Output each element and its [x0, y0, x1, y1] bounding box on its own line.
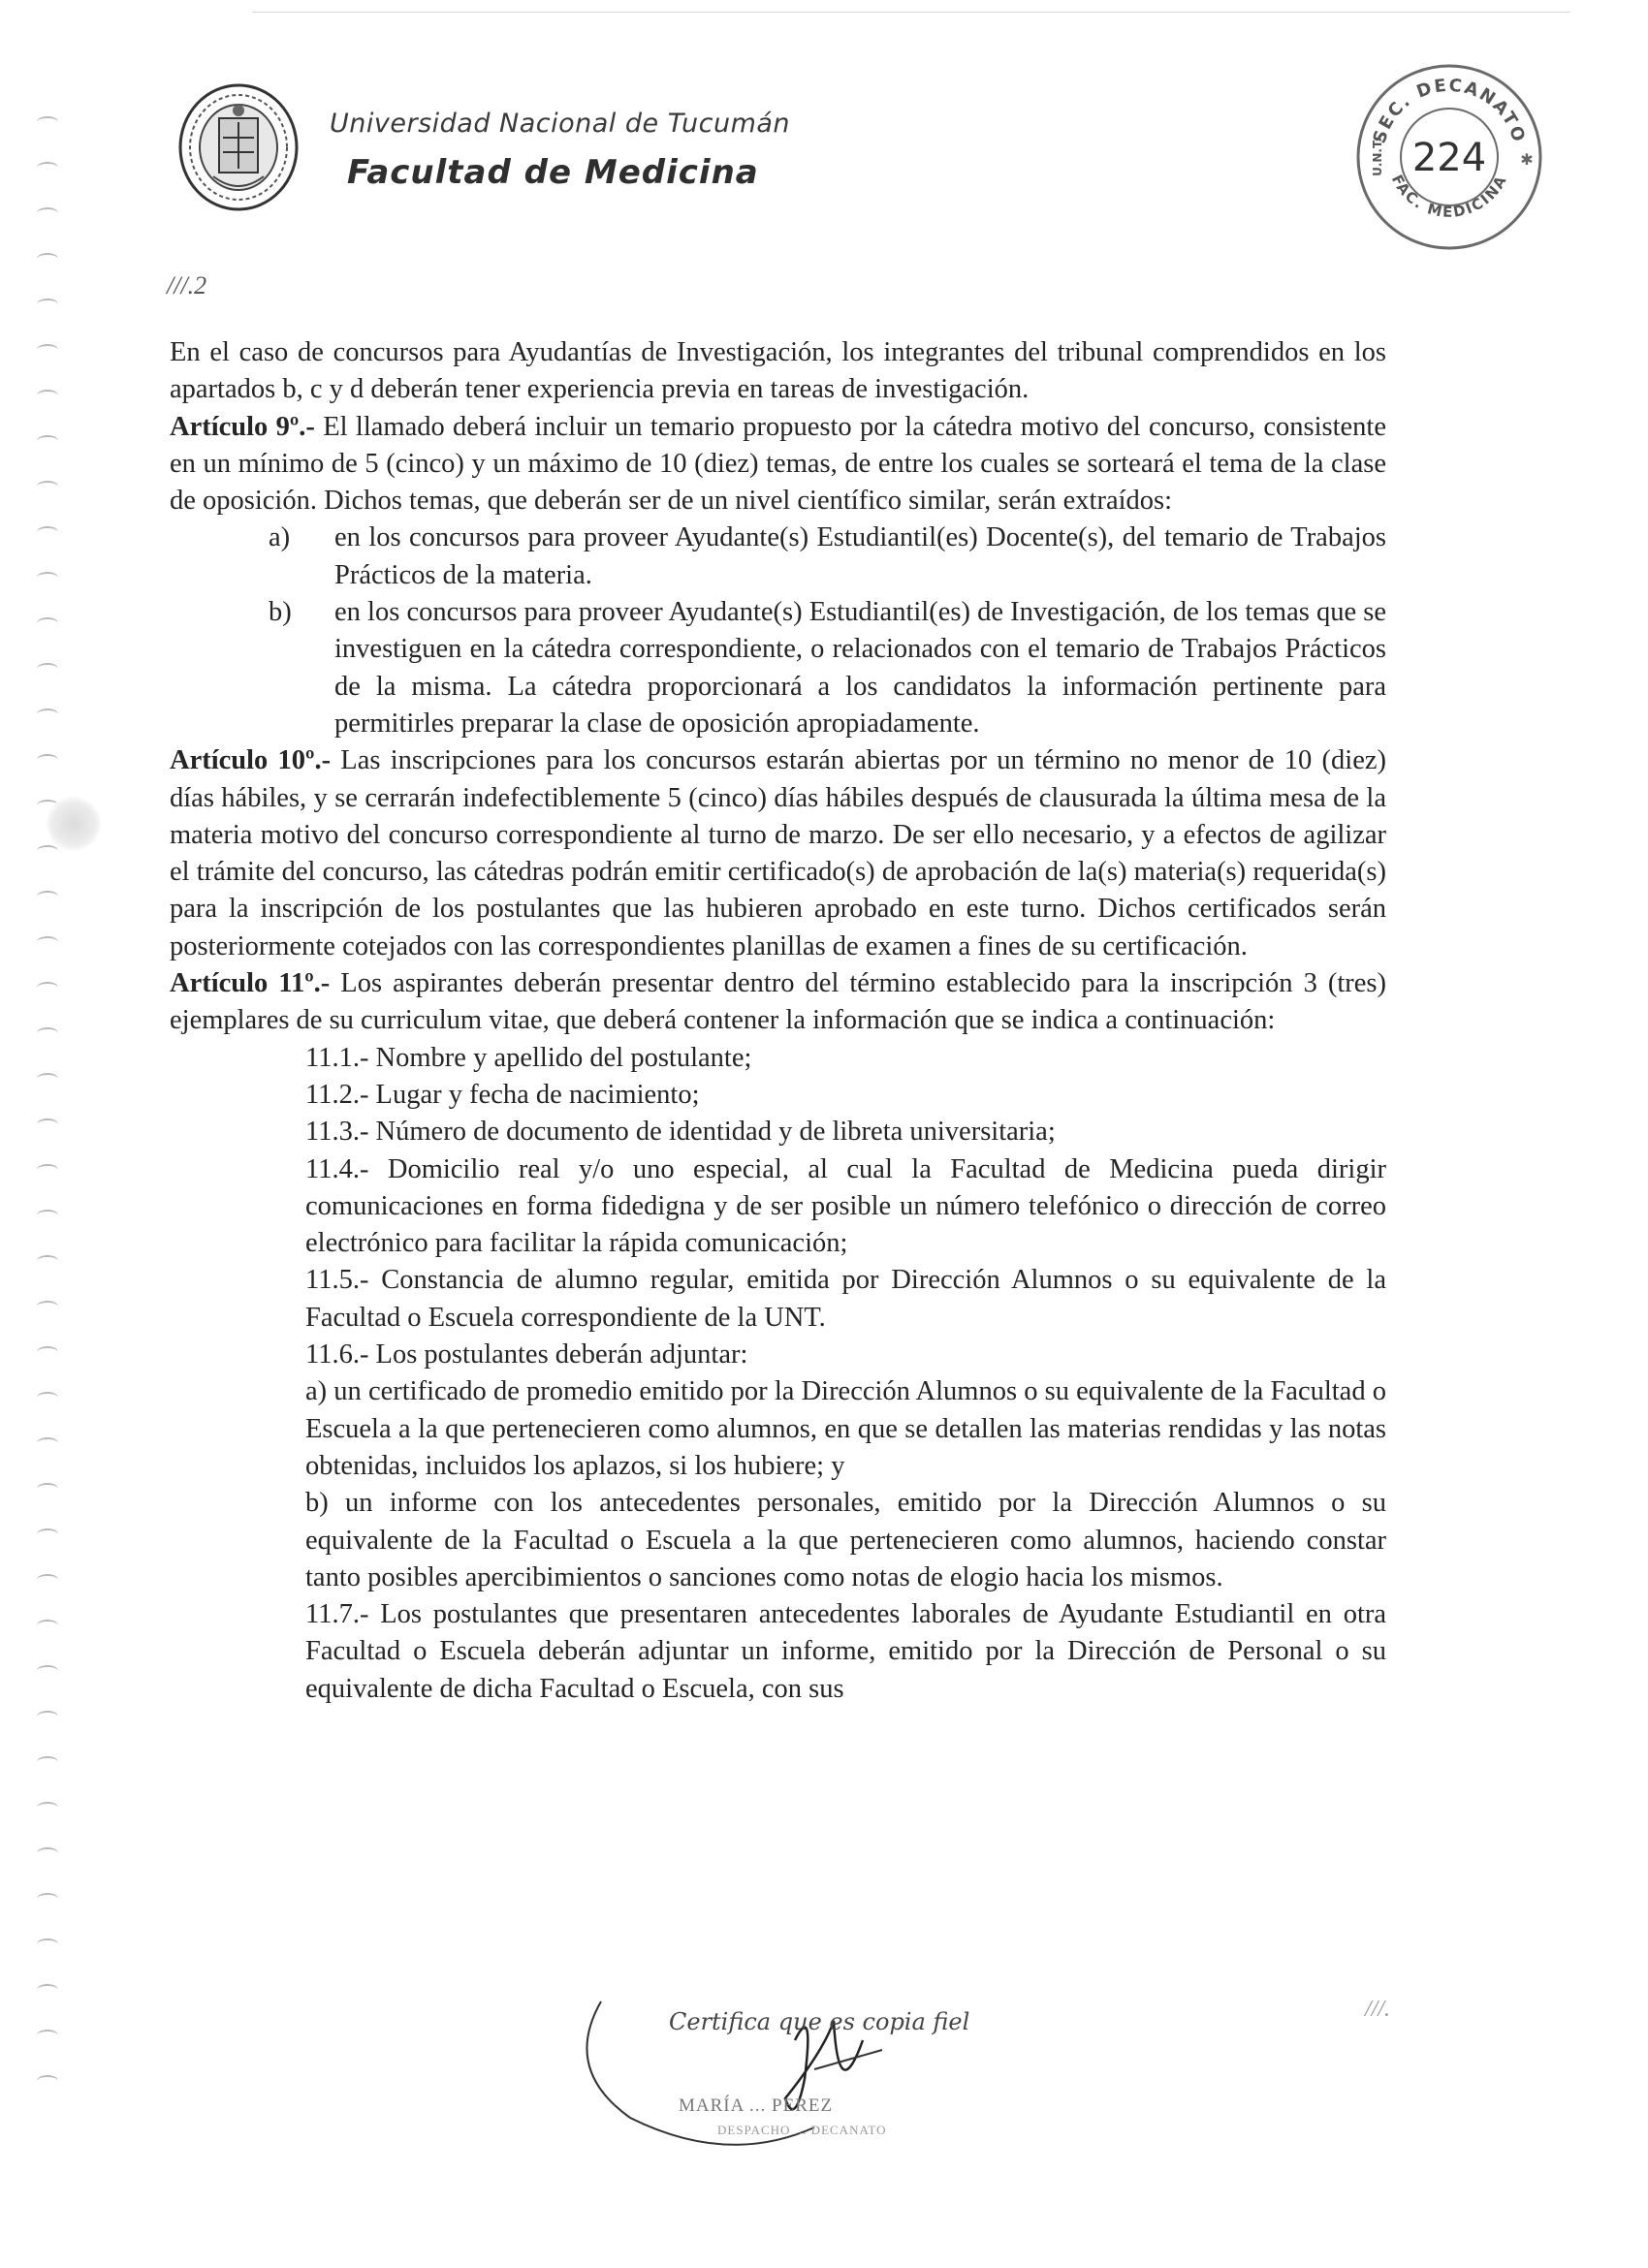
item-11-6: 11.6.- Los postulantes deberán adjuntar: [305, 1339, 748, 1370]
item-11-5: 11.5.- Constancia de alumno regular, emitida por Dirección Alumnos o su equivalente de la Facultad o Escuela correspondiente de la UNT. [305, 1265, 1386, 1333]
continuation-mark: ///. [1365, 1997, 1391, 2022]
punch-hole [47, 797, 101, 851]
university-name: Universidad Nacional de Tucumán [330, 109, 791, 139]
faculty-name: Facultad de Medicina [347, 153, 759, 192]
article-9-text: El llamado deberá incluir un temario propuesto por la cátedra motivo del concurso, consistente en un mínimo de 5 (cinco) y un máximo de 10 (diez) temas, de entre los cuales se sorteará el tema de la clase de oposición. Dichos temas, que deberán ser de un nivel científico similar, serán extraídos: [170, 411, 1386, 517]
list-item-text: en los concursos para proveer Ayudante(s) Estudiantil(es) Docente(s), del temario de Trabajos Prácticos de la materia. [334, 522, 1386, 590]
top-rule [252, 12, 1570, 13]
list-marker: b) [269, 597, 292, 628]
article-9-heading: Artículo 9º.- [170, 411, 315, 442]
page-reference: ///.2 [167, 271, 207, 299]
article-11-heading: Artículo 11º.- [170, 968, 331, 999]
item-11-7: 11.7.- Los postulantes que presentaren antecedentes laborales de Ayudante Estudiantil en otra Facultad o Escuela deberán adjuntar un informe, emitido por la Dirección de Personal o su equivalente de dicha Facultad o Escuela, con sus [305, 1599, 1386, 1704]
intro-paragraph: En el caso de concursos para Ayudantías de Investigación, los integrantes del tribunal comprendidos en los apartados b, c y d deberán tener experiencia previa en tareas de investigación. [170, 337, 1386, 405]
article-9-item-b [170, 594, 1386, 742]
article-10 [170, 742, 1386, 965]
article-11 [170, 965, 1386, 1040]
article-9 [170, 409, 1386, 520]
item-11-3: 11.3.- Número de documento de identidad y de libreta universitaria; [305, 1117, 1056, 1148]
binder-holes [37, 116, 66, 2171]
item-11-6-b: b) un informe con los antecedentes personales, emitido por la Dirección Alumnos o su equivalente de la Facultad o Escuela a la que pertenecieren como alumnos, haciendo constar tanto posibles apercibimientos o sanciones como notas de elogio hacia los mismos. [305, 1488, 1386, 1592]
stamp-bottom-text: FAC. MEDICINA [1387, 172, 1511, 221]
item-11-6-a: a) un certificado de promedio emitido por la Dirección Alumnos o su equivalente de la Facultad o Escuela a la que pertenecieren como alumnos, en que se detallen las materias rendidas y las notas obtenidas, incluidos los aplazos, si los hubiere; y [305, 1376, 1386, 1481]
document-body [170, 334, 1386, 1708]
stamp-left-text: U.N.T. [1371, 138, 1384, 176]
item-11-4: 11.4.- Domicilio real y/o uno especial, al cual la Facultad de Medicina pueda dirigir comunicaciones en forma fidedigna y de ser posible un número telefónico o dirección de correo electrónico para facilitar la rápida comunicación; [305, 1153, 1386, 1259]
article-10-heading: Artículo 10º.- [170, 745, 332, 776]
item-11-2: 11.2.- Lugar y fecha de nacimiento; [305, 1079, 700, 1110]
stamp-number: 224 [1411, 136, 1487, 180]
article-9-item-a [170, 520, 1386, 594]
certification-text: Certifica que es copia fiel [669, 2008, 970, 2035]
signer-role: DESPACHO ... DECANATO [717, 2123, 887, 2137]
secretary-stamp [1352, 60, 1546, 254]
stamp-top-text: SEC. DECANATO [1369, 75, 1530, 146]
signer-name: MARÍA ... PEREZ [679, 2095, 834, 2116]
item-11-1: 11.1.- Nombre y apellido del postulante; [305, 1042, 752, 1073]
list-marker: a) [269, 522, 291, 553]
article-10-text: Las inscripciones para los concursos estarán abiertas por un término no menor de 10 (diez) días hábiles, y se cerrarán indefectiblemente 5 (cinco) días hábiles después de clausurada la última mesa de la materia motivo del concurso correspondiente al turno de marzo. De ser ello necesario, y a efectos de agilizar el trámite del concurso, las cátedras podrán emitir certificado(s) de aprobación de la(s) materia(s) requerida(s) para la inscripción de los postulantes que las hubieren aprobado en este turno. Dichos certificados serán posteriormente cotejados con las correspondientes planillas de examen a fines de su certificación. [170, 745, 1386, 961]
list-item-text: en los concursos para proveer Ayudante(s) Estudiantil(es) de Investigación, de los temas que se investiguen en la cátedra correspondiente, o relacionados con el temario de Trabajos Prácticos de la misma. La cátedra proporcionará a los candidatos la información pertinente para permitirles preparar la clase de oposición apropiadamente. [334, 597, 1386, 739]
university-seal-logo [174, 79, 302, 215]
stamp-star-icon: ✱ [1520, 152, 1534, 169]
article-11-text: Los aspirantes deberán presentar dentro del término establecido para la inscripción 3 (tres) ejemplares de su curriculum vitae, que deberá contener la información que se indica a continuación: [170, 968, 1386, 1036]
